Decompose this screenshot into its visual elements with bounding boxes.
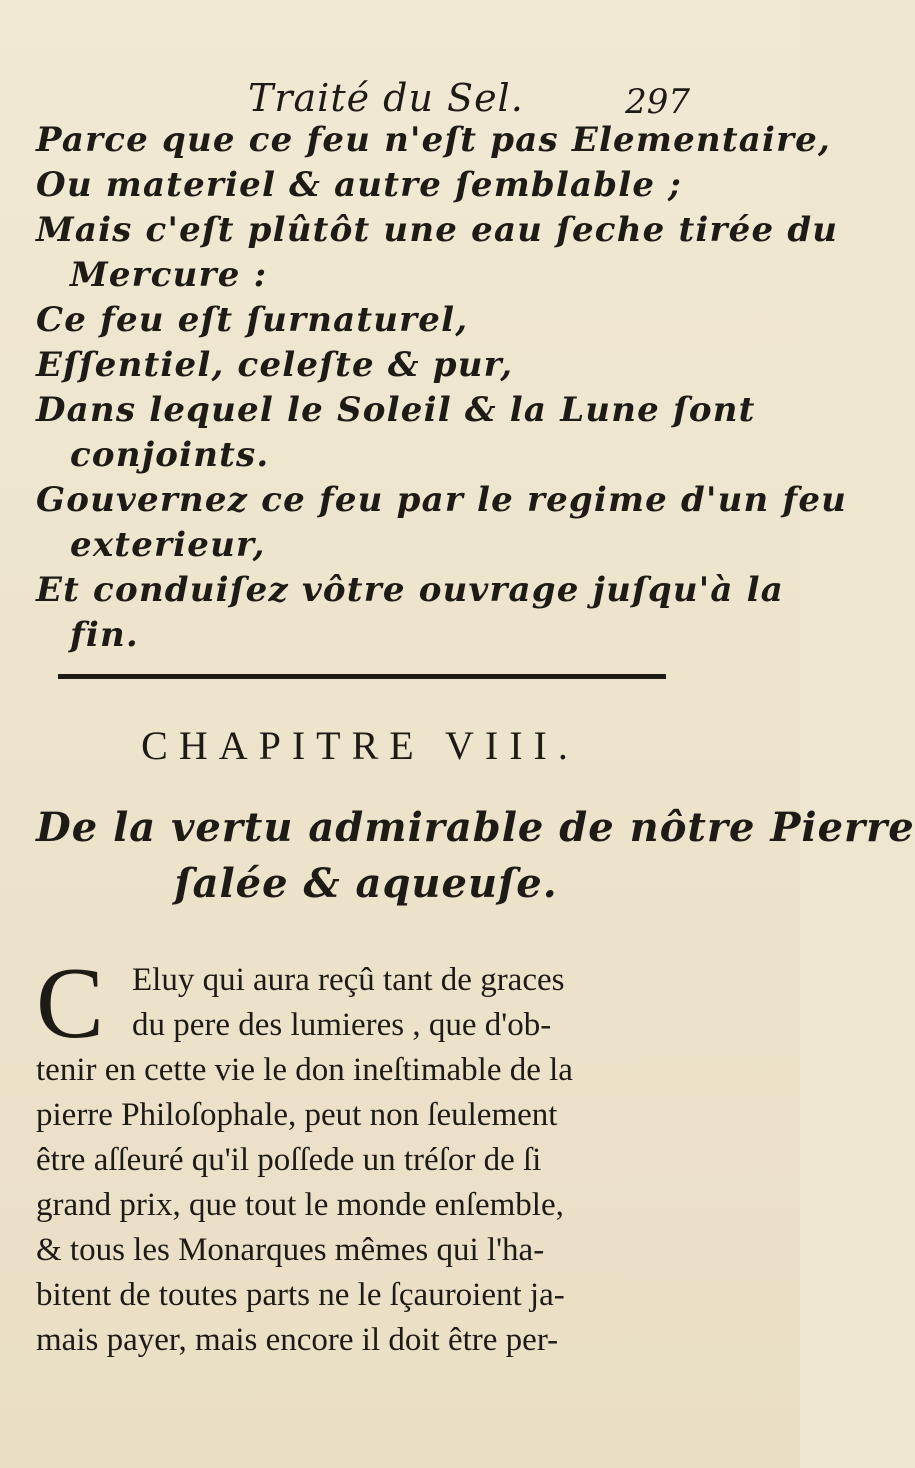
running-header [230,76,690,120]
verse-line: conjoints. [70,435,270,475]
verse-line: Ou materiel & autre ſemblable ; [36,165,682,205]
verse-line: Mercure : [70,255,268,295]
body-line: pierre Philoſophale, peut non ſeulement [36,1097,558,1133]
page-number: 297 [625,82,690,122]
verse-line: exterieur, [70,525,266,565]
verse-line: Eſſentiel, celeſte & pur, [36,345,514,385]
verse-line: Mais c'eſt plûtôt une eau ſeche tirée du [36,210,839,250]
body-line: être aſſeuré qu'il poſſede un tréſor de ſi [36,1142,542,1178]
section-divider-rule [58,674,666,679]
body-line: mais payer, mais encore il doit être per- [36,1322,559,1358]
chapter-title-line: De la vertu admirable de nôtre Pierre [36,804,915,851]
chapter-heading: CHAPITRE VIII. [141,723,579,768]
verse-line: fin. [70,615,139,655]
verse-line: Gouvernez ce feu par le regime d'un feu [36,480,848,520]
body-line: grand prix, que tout le monde enſemble, [36,1187,564,1223]
body-line: & tous les Monarques mêmes qui l'ha- [36,1232,545,1268]
body-paragraph [36,947,676,1363]
verse-line: Parce que ce feu n'eſt pas Elementaire, [36,120,832,160]
verse-line: Dans lequel le Soleil & la Lune ſont [36,390,756,430]
chapter-title [36,800,915,912]
body-line: du pere des lumieres , que d'ob- [132,1007,552,1043]
body-line: Eluy qui aura reçû tant de graces [132,962,565,998]
verse-line: Et conduiſez vôtre ouvrage juſqu'à la [36,570,784,610]
verse-line: Ce feu eſt ſurnaturel, [36,300,469,340]
verse-block [36,118,848,658]
body-line: bitent de toutes parts ne le ſçauroient ja- [36,1277,565,1313]
drop-cap: C [36,947,105,1060]
body-line: tenir en cette vie le don ineſtimable de la [36,1052,573,1088]
running-title: Traité du Sel. [248,76,524,120]
chapter-title-line: ſalée & aqueuſe. [174,860,558,907]
